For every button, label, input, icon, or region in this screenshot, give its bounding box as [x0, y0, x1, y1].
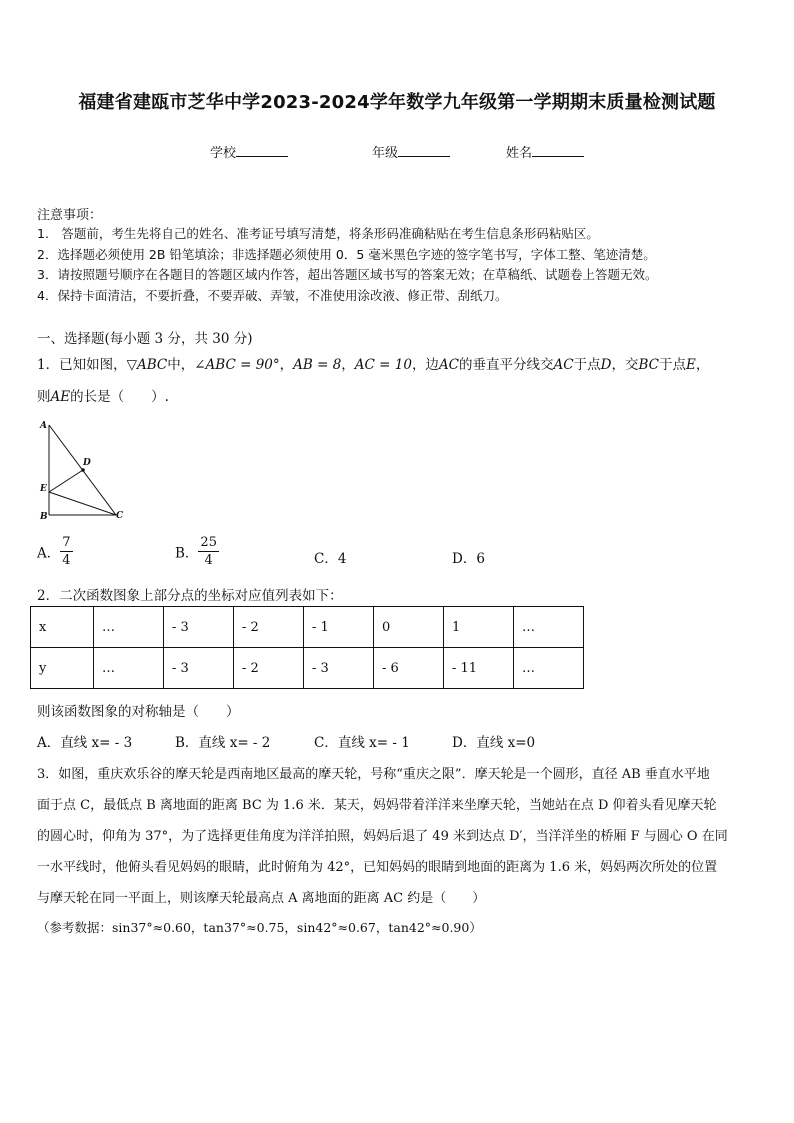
segment-ed — [49, 470, 83, 492]
q2-option-a[interactable]: A．直线 x= - 3 — [37, 735, 133, 751]
q1-option-d[interactable]: D．6 — [452, 551, 485, 567]
segment-ec — [49, 492, 116, 515]
q1-text: 的垂直平分线交 — [459, 357, 554, 373]
table-row — [31, 607, 584, 648]
q2-option-b[interactable]: B．直线 x= - 2 — [175, 735, 271, 751]
name-label: 姓名 — [506, 146, 533, 161]
q1-ae: AE — [50, 389, 71, 405]
q1-ab: AB = 8 — [293, 357, 342, 373]
numerator: 25 — [200, 535, 217, 550]
q2-option-d[interactable]: D．直线 x=0 — [452, 735, 536, 751]
q1-point-e: E — [685, 357, 696, 373]
q1-text: 则 — [37, 389, 51, 405]
question-3-line: 一水平线时，他俯头看见妈妈的眼睛，此时俯角为 42°，已知妈妈的眼睛到地面的距离为 1.6 米，妈妈两次所处的位置 — [37, 860, 718, 875]
q1-figure — [36, 418, 136, 526]
q1-option-a[interactable] — [37, 536, 73, 567]
question-3-line: 面于点 C，最低点 B 离地面的距离 BC 为 1.6 米．某天，妈妈带着洋洋来坐摩天轮，当她站在点 D 仰着头看见摩天轮 — [37, 798, 717, 813]
name-blank — [532, 142, 584, 157]
numerator: 7 — [62, 535, 71, 550]
q2-option-c[interactable]: C．直线 x= - 1 — [314, 735, 410, 751]
q1-ac: AC = 10 — [354, 357, 412, 373]
q1-option-c[interactable]: C．4 — [314, 551, 347, 567]
question-2-stem: 2．二次函数图象上部分点的坐标对应值列表如下： — [37, 588, 343, 604]
table-cell: - 3 — [164, 648, 234, 689]
fraction — [198, 536, 219, 567]
q1-ac: AC — [438, 357, 460, 373]
note-item: 3．请按照题号顺序在各题目的答题区域内作答，超出答题区域书写的答案无效；在草稿纸、试题卷上答题无效。 — [37, 267, 658, 282]
q1-text: 于点 — [658, 357, 686, 373]
fraction — [60, 536, 72, 567]
question-3-line: 与摩天轮在同一平面上，则该摩天轮最高点 A 离地面的距离 AC 约是（ ） — [37, 891, 486, 906]
question-3-reference: （参考数据：sin37°≈0.60，tan37°≈0.75，sin42°≈0.67，tan42°≈0.90） — [37, 920, 482, 935]
table-cell: - 3 — [304, 648, 374, 689]
table-cell: … — [514, 648, 584, 689]
label-c: C — [116, 511, 124, 521]
grade-field — [372, 142, 450, 161]
q1-bc: BC — [638, 357, 659, 373]
table-cell: 1 — [444, 607, 514, 648]
note-item: 4．保持卡面清洁，不要折叠，不要弄破、弄皱，不准使用涂改液、修正带、刮纸刀。 — [37, 288, 508, 303]
table-cell: - 2 — [234, 648, 304, 689]
question-3-line: 的圆心时，仰角为 37°，为了选择更佳角度为洋洋拍照，妈妈后退了 49 米到达点 D′，当洋洋坐的桥厢 F 与圆心 O 在同 — [37, 829, 728, 844]
table-cell: - 1 — [304, 607, 374, 648]
q1-text: ，边 — [411, 357, 439, 373]
note-item: 2．选择题必须使用 2B 铅笔填涂；非选择题必须使用 0．5 毫米黑色字迹的签字笔书写，字体工整、笔迹清楚。 — [37, 247, 656, 262]
q1-triangle: ▽ABC — [126, 357, 168, 373]
point-d-dot — [81, 468, 85, 472]
label-e: E — [40, 484, 47, 494]
q1-text: 于点 — [573, 357, 601, 373]
table-cell: y — [31, 648, 94, 689]
q1-text: ， — [695, 357, 710, 373]
label-a: A — [40, 421, 47, 431]
denominator: 4 — [62, 553, 71, 568]
q1-angle: ∠ABC = 90° — [194, 357, 280, 373]
school-field — [210, 142, 288, 161]
table-cell: x — [31, 607, 94, 648]
q1-text: 中， — [167, 357, 195, 373]
table-cell: 0 — [374, 607, 444, 648]
q2-value-table — [30, 606, 584, 689]
q1-text: ， — [341, 357, 355, 373]
table-cell: … — [514, 607, 584, 648]
grade-blank — [398, 142, 450, 157]
table-cell: - 6 — [374, 648, 444, 689]
option-label: A． — [37, 545, 61, 562]
question-1-line-1 — [37, 353, 709, 373]
q1-text: 的长是（ ）. — [70, 389, 169, 405]
q1-option-b[interactable] — [175, 536, 219, 567]
question-2-question: 则该函数图象的对称轴是（ ） — [37, 704, 240, 720]
notes-heading: 注意事项： — [37, 208, 103, 223]
q1-text: 1．已知如图， — [37, 357, 127, 373]
denominator: 4 — [204, 553, 213, 568]
label-b: B — [40, 512, 48, 522]
table-row — [31, 648, 584, 689]
q1-text: ， — [279, 357, 294, 373]
name-field — [506, 142, 584, 161]
school-blank — [236, 142, 288, 157]
option-label: B． — [175, 545, 199, 562]
label-d: D — [83, 458, 91, 468]
note-item: 1. 答题前，考生先将自己的姓名、准考证号填写清楚，将条形码准确粘贴在考生信息条形码粘贴区。 — [37, 226, 599, 241]
school-label: 学校 — [210, 146, 237, 161]
page-title: 福建省建瓯市芝华中学2023-2024学年数学九年级第一学期期末质量检测试题 — [78, 92, 716, 113]
grade-label: 年级 — [372, 146, 399, 161]
q1-point-d: D — [600, 357, 612, 373]
table-cell: … — [94, 648, 164, 689]
table-cell: - 2 — [234, 607, 304, 648]
q1-text: ，交 — [611, 357, 639, 373]
question-1-line-2 — [37, 385, 169, 405]
section-heading: 一、选择题(每小题 3 分，共 30 分) — [37, 331, 253, 347]
table-cell: - 11 — [444, 648, 514, 689]
q1-ac: AC — [553, 357, 574, 373]
table-cell: … — [94, 607, 164, 648]
table-cell: - 3 — [164, 607, 234, 648]
question-3-line: 3．如图，重庆欢乐谷的摩天轮是西南地区最高的摩天轮，号称“重庆之限”．摩天轮是一个圆形，直径 AB 垂直水平地 — [37, 767, 710, 782]
